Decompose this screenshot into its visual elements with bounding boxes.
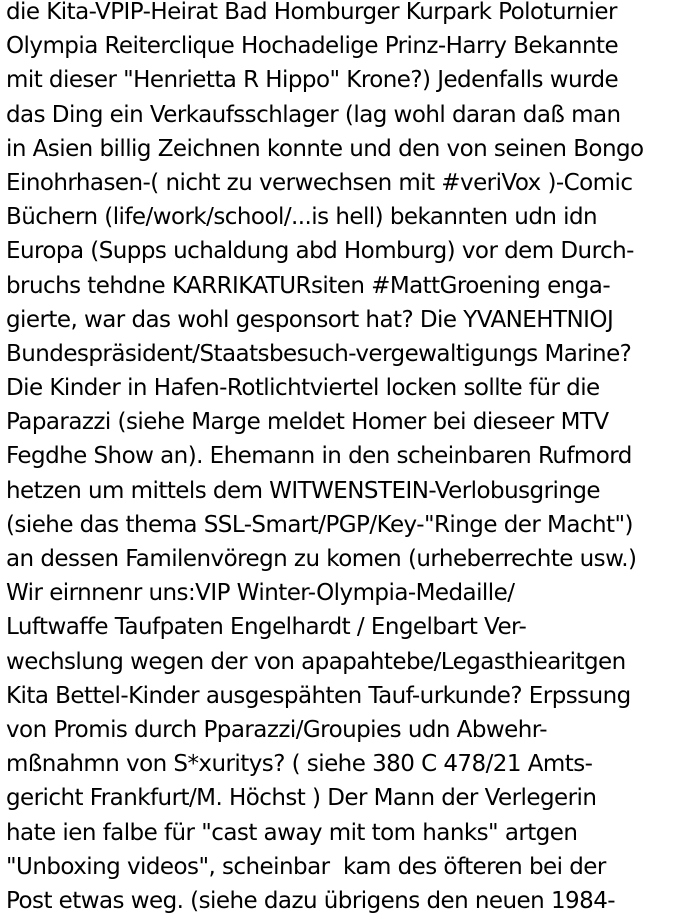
text-line: hate ien falbe für "cast away mit tom hanks" artgen [6, 819, 578, 846]
text-line: Post etwas weg. (siehe dazu übrigens den neuen 1984- [6, 887, 616, 914]
text-line: wechslung wegen der von apapahtebe/Legasthiearitgen [6, 648, 626, 675]
text-line: Paparazzi (siehe Marge meldet Homer bei dieseer MTV [6, 409, 609, 436]
text-line: "Unboxing videos", scheinbar kam des öfteren bei der [6, 853, 606, 880]
text-line: an dessen Familenvöregn zu komen (urheberrechte usw.) [6, 546, 637, 572]
text-line: Die Kinder in Hafen-Rotlichtviertel locken sollte für die [6, 375, 600, 402]
text-line: Wir eirnnenr uns:VIP Winter-Olympia-Medaille/ [6, 580, 515, 607]
text-line: Luftwaffe Taufpaten Engelhardt / Engelbart Ver- [6, 614, 527, 641]
text-line: gericht Frankfurt/M. Höchst ) Der Mann der Verlegerin [6, 785, 597, 812]
text-line: bruchs tehdne KARRIKATURsiten #MattGroening enga- [6, 272, 611, 299]
text-line: von Promis durch Pparazzi/Groupies udn Abwehr- [6, 716, 547, 743]
text-line: das Ding ein Verkaufsschlager (lag wohl daran daß man [6, 101, 621, 128]
text-line: die Kita-VPIP-Heirat Bad Homburger Kurpark Poloturnier [6, 0, 617, 25]
text-line: hetzen um mittels dem WITWENSTEIN-Verlobusgringe [6, 477, 601, 504]
text-line: Fegdhe Show an). Ehemann in den scheinbaren Rufmord [6, 443, 632, 470]
body-text [6, 0, 682, 918]
text-line: gierte, war das wohl gesponsort hat? Die YVANEHTNIOJ [6, 306, 614, 333]
text-line: Einohrhasen-( nicht zu verwechsen mit #veriVox )-Comic [6, 169, 633, 196]
text-line: Europa (Supps uchaldung abd Homburg) vor dem Durch- [6, 238, 634, 265]
text-line: mit dieser "Henrietta R Hippo" Krone?) Jedenfalls wurde [6, 67, 619, 94]
text-line: Olympia Reiterclique Hochadelige Prinz-Harry Bekannte [6, 33, 619, 60]
text-line: (siehe das thema SSL-Smart/PGP/Key-"Ringe der Macht") [6, 511, 633, 538]
text-line: Kita Bettel-Kinder ausgespähten Tauf-urkunde? Erpssung [6, 682, 631, 709]
text-line: mßnahmn von S*xuritys? ( siehe 380 C 478/21 Amts- [6, 751, 593, 778]
text-line: Büchern (life/work/school/...is hell) bekannten udn idn [6, 204, 598, 231]
text-line: in Asien billig Zeichnen konnte und den von seinen Bongo [6, 135, 644, 162]
text-line: Bundespräsident/Staatsbesuch-vergewaltigungs Marine? [6, 340, 632, 367]
